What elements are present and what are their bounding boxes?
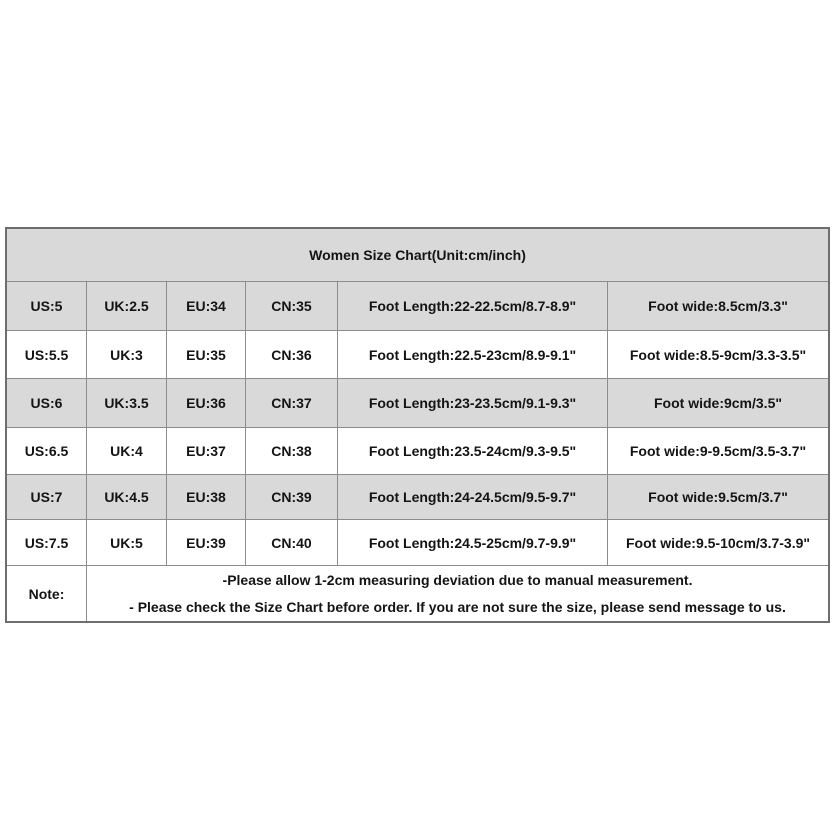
- eu-size-cell: EU:35: [167, 331, 246, 378]
- uk-size-cell: UK:4.5: [87, 475, 167, 519]
- us-size-cell: US:6: [7, 379, 87, 427]
- table-row: [7, 331, 828, 379]
- eu-size-cell: EU:39: [167, 520, 246, 565]
- uk-size-cell: UK:5: [87, 520, 167, 565]
- foot-wide-cell: Foot wide:9-9.5cm/3.5-3.7": [629, 443, 807, 459]
- cn-size-cell: CN:40: [246, 520, 338, 565]
- foot-wide-cell: Foot wide:9cm/3.5": [654, 395, 782, 411]
- cn-size-cell: CN:37: [246, 379, 338, 427]
- eu-size-cell: EU:38: [167, 475, 246, 519]
- table-title: Women Size Chart(Unit:cm/inch): [7, 229, 828, 282]
- foot-length-cell: Foot Length:23.5-24cm/9.3-9.5": [338, 428, 608, 474]
- eu-size-cell: EU:37: [167, 428, 246, 474]
- us-size-cell: US:7.5: [7, 520, 87, 565]
- eu-size-cell: EU:34: [167, 282, 246, 330]
- note-line-1: -Please allow 1-2cm measuring deviation due to manual measurement.: [222, 571, 693, 588]
- cn-size-cell: CN:36: [246, 331, 338, 378]
- table-row: [7, 520, 828, 566]
- us-size-cell: US:5: [7, 282, 87, 330]
- uk-size-cell: UK:2.5: [87, 282, 167, 330]
- table-row: [7, 475, 828, 520]
- foot-wide-cell: Foot wide:8.5-9cm/3.3-3.5": [629, 346, 807, 363]
- us-size-cell: US:5.5: [7, 331, 87, 378]
- foot-length-cell: Foot Length:24-24.5cm/9.5-9.7": [338, 475, 608, 519]
- foot-length-cell: Foot Length:22.5-23cm/8.9-9.1": [338, 331, 608, 378]
- uk-size-cell: UK:3.5: [87, 379, 167, 427]
- table-row: [7, 428, 828, 475]
- table-row: [7, 379, 828, 428]
- uk-size-cell: UK:4: [87, 428, 167, 474]
- eu-size-cell: EU:36: [167, 379, 246, 427]
- cn-size-cell: CN:35: [246, 282, 338, 330]
- uk-size-cell: UK:3: [87, 331, 167, 378]
- size-chart-table: [5, 227, 830, 623]
- cn-size-cell: CN:38: [246, 428, 338, 474]
- note-line-2: - Please check the Size Chart before order. If you are not sure the size, please send message to us.: [129, 598, 786, 615]
- foot-wide-cell: Foot wide:8.5cm/3.3": [648, 298, 788, 314]
- cn-size-cell: CN:39: [246, 475, 338, 519]
- us-size-cell: US:6.5: [7, 428, 87, 474]
- note-row: [7, 566, 828, 621]
- table-row: [7, 282, 828, 331]
- note-label: Note:: [7, 566, 87, 621]
- us-size-cell: US:7: [7, 475, 87, 519]
- note-text: [87, 566, 828, 621]
- foot-length-cell: Foot Length:24.5-25cm/9.7-9.9": [338, 520, 608, 565]
- foot-length-cell: Foot Length:22-22.5cm/8.7-8.9": [338, 282, 608, 330]
- foot-wide-cell: Foot wide:9.5cm/3.7": [648, 489, 788, 505]
- foot-length-cell: Foot Length:23-23.5cm/9.1-9.3": [338, 379, 608, 427]
- foot-wide-cell: Foot wide:9.5-10cm/3.7-3.9": [625, 534, 811, 551]
